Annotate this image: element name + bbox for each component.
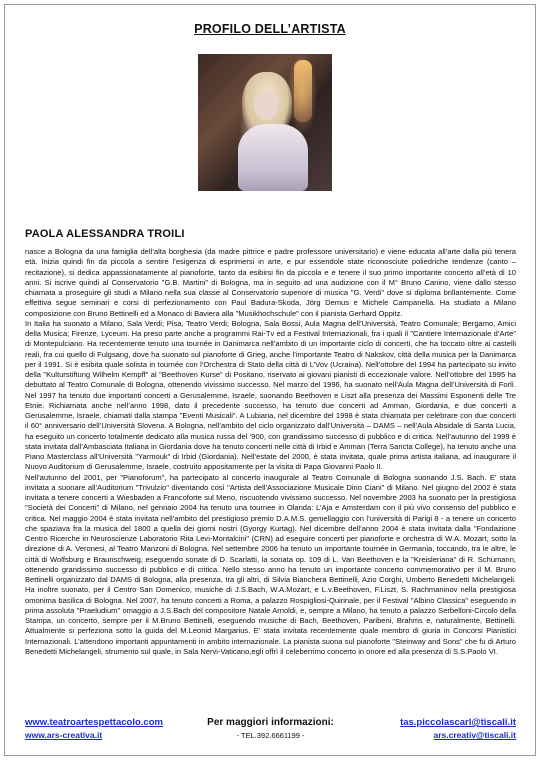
page-title: PROFILO DELL’ARTISTA: [194, 22, 346, 36]
phone-number: - TEL.392.6661199 -: [236, 731, 305, 740]
info-label: Per maggiori informazioni:: [207, 717, 334, 728]
website-link-teatro[interactable]: www.teatroartespettacolo.com: [25, 717, 163, 728]
bio-paragraph: In Italia ha suonato a Milano, Sala Verdi; Pisa, Teatro Verdi; Bologna, Sala Bossi, Aula Magna dell’Università, Teatro Comunale; Bergamo, Amici della Musica; Firenze, Lyceum. Ha preso parte anche a programmi Rai-Tv ed a Festival Internazionali, fra i quali il "Cantiere Internazionale d’Arte" di Montepulciano. Ha recentemente tenuto una tournée in Danimarca nell’ambito di un importante ciclo di concerti, che ha toccato oltre ai castelli reali, fra cui quello di Fulgsang, dove ha suonato sul pianoforte di Grieg, anche l’importante Teatro di Nakskov, città della musica per la Danimarca per il 1991. Si è esibita quale solista in tournée con l’Orchestra di Stato della città di L’Vov (Ucraina). Nell’ottobre del 1994 ha partecipato su invito della "Kulturstiftung Wilhelm Kempff" al "Beethoven Kurse" di Positano, riservato ai giovani pianisti di eccezionale valore. Nell’ottobre del 1995 ha debuttato al Teatro Comunale di Bologna, ottenendo vivissimo successo. Nel marzo del 1996, ha suonato nell’Aula Magna dell’Università di Forlì. Nel 1997 ha tenuto due importanti concerti a Gerusalemme, Israele, suonando Beethoven e Liszt alla presenza dei Massimi Esponenti delle Tre Etnie. Richiamata anche nell’anno 1998, dato il precedente successo, ha tenuto due concerti ad Amman, Giordania, e due concerti a Gerusalemme, Israele, chiamati dalla stampa "Eventi Musicali". A Lubiana, nel dicembre del 1998 è stata chiamata per celebrare con due concerti il 60° anniversario dell’Università Slovena. A Bologna, nell’ambito del ciclo organizzato dall’Università – DAMS – nell’Aula Absidale di Santa Lucia, ha eseguito un concerto totalmente dedicato alla musica russa del ’900, con grandissimo successo di pubblico e di critica. Nell’autunno del 1999 è stata invitata dall’Ambasciata Italiana in Giordania dove ha tenuto concerti nelle città di Irbid e Amman (Terra Sancta College), ha tenuto anche una Piano Masterclass all’Università "Yarmouk" di Irbid (Giordania). Nell’estate del 2000, è stata invitata, quale prima artista italiana, ad inaugurare il Nuovo Auditorium di Gerusalemme, Israele, costruito appositamente per la visita di Papa Giovanni Paolo II.: [25, 318, 516, 472]
footer-emails: [400, 717, 516, 740]
artist-photo: [198, 54, 332, 191]
website-link-ars[interactable]: www.ars-creativa.it: [25, 730, 103, 740]
contact-footer: [25, 717, 516, 743]
email-link-tas[interactable]: tas.piccolascarl@tiscali.it: [400, 717, 516, 728]
biography-text: [25, 247, 516, 657]
bio-paragraph: nasce a Bologna da una famiglia dell’alta borghesia (da madre pittrice e padre professore universitario) e viene educata all’arte dalla più tenera età. Inizia quindi fin da piccola a sentire l’esigenza di esprimersi in arte, e pur essendole state riconosciute poliedriche tendenze (canto – recitazione), si dedica appassionatamente al pianoforte, tanto da esibirsi fin da piccola e e tenere il suo primo importante concerto all’età di 10 anni. Si iscrive quindi al Conservatorio "G.B. Martini" di Bologna, ma in seguito ad una audizione con il M° Bruno Canino, viene dallo stesso chiamata a proseguire gli studi a Milano nella sua classe al Conservatorio superiore di musica "G. Verdi" dove si diploma brillantemente. Come effettiva segue seminari e corsi di perfezionamento con Paul Badura-Skoda, Jörg Demus e Michele Campanella. Ha studiato a Milano composizione con Bruno Bettinelli ed a Monaco di Baviera alla "Musikhochschule" con il pianista Gerhard Oppitz.: [25, 247, 516, 318]
document-page: [4, 4, 536, 756]
email-link-ars[interactable]: ars.creativ@tiscali.it: [433, 730, 516, 740]
artist-name: PAOLA ALESSANDRA TROILI: [25, 228, 185, 240]
bio-paragraph: Nell’autunno del 2001, per "Pianoforum", ha partecipato al concerto inaugurale al Teatro Comunale di Bologna suonando J.S. Bach. E’ stata invitata a suonare all’Auditorium "Trivulzio" diventando così "Artista dell’Associazione Musicale Dino Ciani" di Milano. Nel giugno del 2002 è stata invitata a tenere concerti a Wiesbaden a Francoforte sul Meno, riscuotendo vivissimo successo. Nel novembre 2003 ha suonato per la prestigiosa "Società dei Concerti" di Milano, nel gennaio 2004 ha tenuto una tournee in Olanda: L’Aja e Amsterdam con il più vivo consenso del pubblico e critica. Nel maggio 2004 è stata invitata nell’ambito del prestigioso premio D.A.M.S. gemellaggio con l’università di Parigi 8 - a tenere un concerto che spaziava fra la musica del 1800 a quella dei giorni nostri (Gyorgy Kurtag). Nel dicembre dell’anno 2004 è stata invitata dalla "Fondazione Centro Ricerche in Neuroscienze Laboratorio Rita Levi-Montalcini" (CRN) ad eseguire concerti per pianoforte e orchestra di W.A. Mozart, sotto la direzione di A. Veronesi, al Teatro Manzoni di Bologna. Nel settembre 2006 ha tenuto un importante tournée in Germania, toccando, tra le altre, le città di Wolfsburg e Braunschweig, eseguendo sonate di D. Scarlatti, la sonata op. 109 di L. Van Beethoven e la "Kreisleriana" di R. Schumann, ottenendo grandissimo successo di pubblico e di critica. Nello stesso anno ha tenuto un importante concerto commemorativo per il M. Bruno Bettinelli organizzato dal DAMS di Bologna, alla presenza, tra gli altri, di Silvia Bianchera Bettinelli, Azio Corghi, Umberto Benedetti Michelangeli. Ha inoltre suonato, per il Centro San Domenico, musiche di J.S.Bach, W.A.Mozart, e L.v.Beethoven, F.Liszt, S. Rachmaninov nella prestigiosa omonima basilica di Bologna. Nel 2007, ha tenuto concerti a Roma, a palazzo Rospigliosi-Quirinale, per il Festival "Albino Classica" eseguendo in prima assoluta "Praeludium" omaggio a J.S.Bach del compositore Natale Arnoldi, e, sempre a Milano, ha tenuto a palazzo Serbelloni-Circolo della Stampa, un concerto, sempre per il M.Bruno Bettinelli, eseguendo musiche di Bach, Beethoven, Paribeni, Brahms e, naturalmente, Bettinelli. Attualmente si perfeziona sotto la guida del M.Leonid Margarius. E’ stata invitata recentemente quale membro di giuria in Concorsi Pianistici Internazionali. L’attendono importanti appuntamenti in ambito internazionale. La pianista suona sul pianoforte "Steinway and Sons" che fu di Arturo Benedetti Michelangeli, strumento sul quale, in Sala Nervi-Vaticano,egli offrì il celeberrimo concerto in onore ed alla presenza di S.S.Paolo VI.: [25, 472, 516, 656]
